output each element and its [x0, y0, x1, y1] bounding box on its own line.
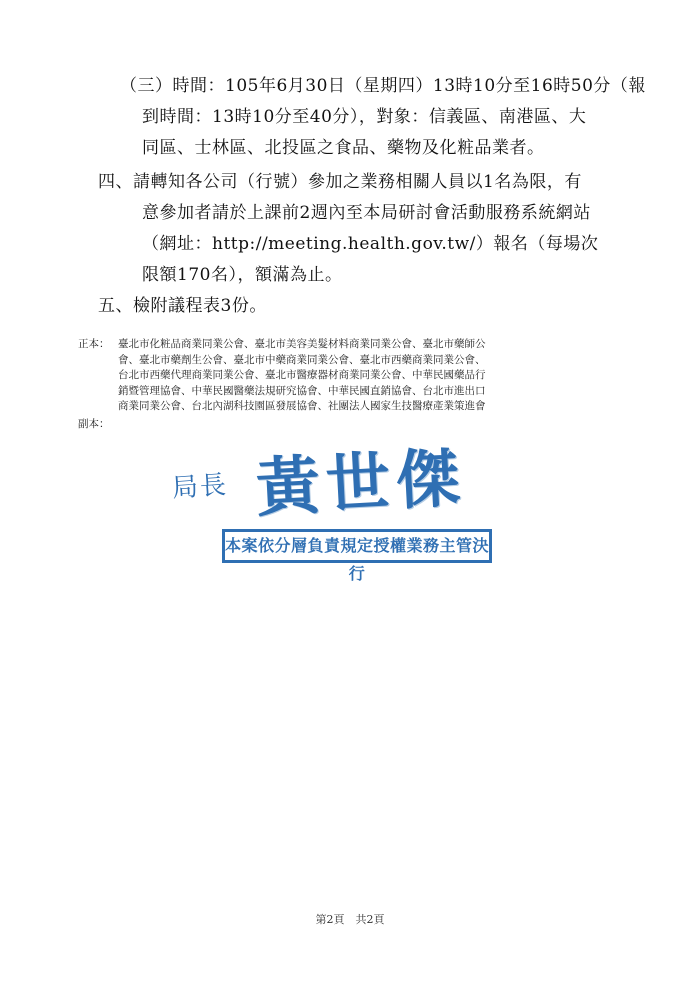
- item5-line1: 五、檢附議程表3份。: [98, 296, 267, 316]
- recipient-line: 商業同業公會、台北內湖科技園區發展協會、社團法人國家生技醫療產業策進會: [118, 400, 486, 413]
- page-footer: 第2頁 共2頁: [315, 913, 385, 926]
- recipient-line: 臺北市化粧品商業同業公會、臺北市美容美髮材料商業同業公會、臺北市藥師公: [118, 338, 486, 350]
- copy-recipient-label: 副本：: [78, 418, 110, 430]
- director-signature: 黃世傑: [254, 440, 468, 527]
- recipient-line: 會、臺北市藥劑生公會、臺北市中藥商業同業公會、臺北市西藥商業同業公會、: [118, 353, 486, 366]
- authorization-stamp: 本案依分層負責規定授權業務主管決行: [222, 529, 492, 563]
- item4-line4: 限額170名），額滿為止。: [142, 265, 343, 285]
- item4-line2: 意參加者請於上課前2週內至本局研討會活動服務系統網站: [142, 203, 591, 223]
- recipient-line: 銷暨管理協會、中華民國醫藥法規研究協會、中華民國直銷協會、台北市進出口: [118, 384, 486, 397]
- item3-line3: 同區、士林區、北投區之食品、藥物及化粧品業者。: [142, 138, 545, 158]
- main-recipient-list: [118, 337, 486, 415]
- main-recipient-label: 正本：: [78, 338, 110, 350]
- item4-line3: （網址：http://meeting.health.gov.tw/）報名（每場次: [142, 234, 599, 254]
- item3-line2: 到時間：13時10分至40分），對象：信義區、南港區、大: [142, 107, 587, 127]
- item3-line1: （三）時間：105年6月30日（星期四）13時10分至16時50分（報: [120, 76, 646, 96]
- recipient-line: 台北市西藥代理商業同業公會、臺北市醫療器材商業同業公會、中華民國藥品行: [118, 369, 486, 382]
- item4-line1: 四、請轉知各公司（行號）參加之業務相關人員以1名為限，有: [98, 172, 582, 192]
- director-title: 局長: [171, 470, 229, 504]
